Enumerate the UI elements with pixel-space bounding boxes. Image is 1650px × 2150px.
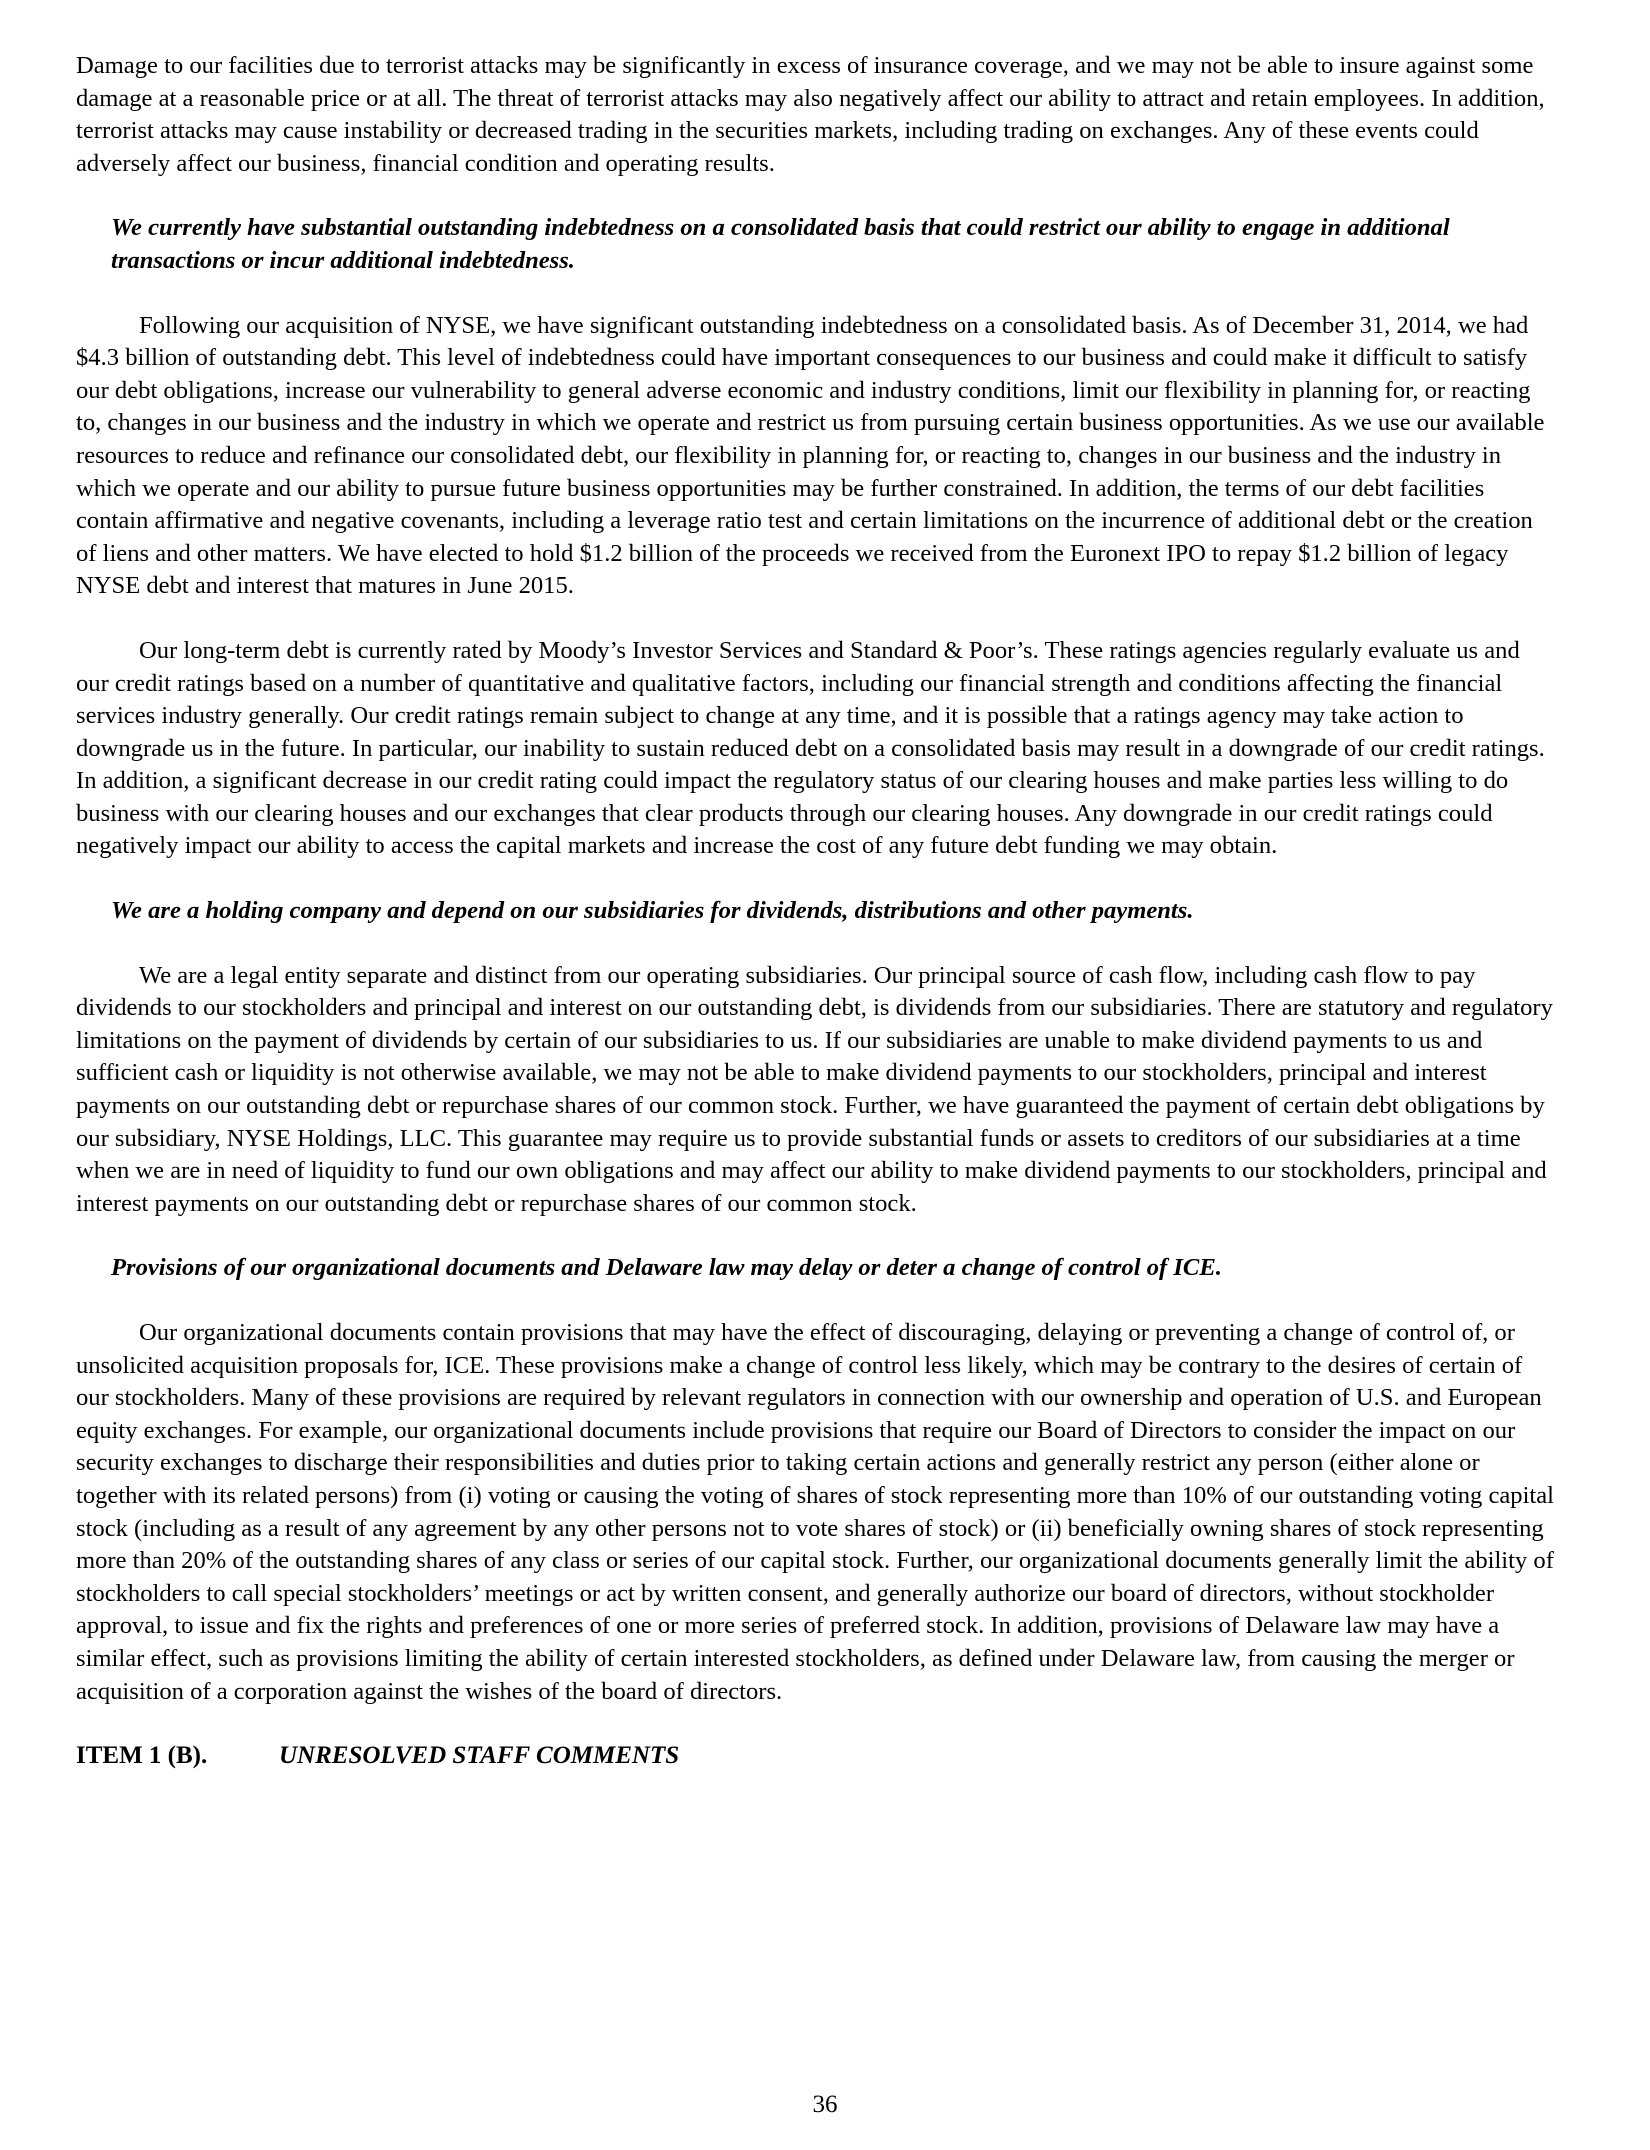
indebtedness-paragraph-1: Following our acquisition of NYSE, we have significant outstanding indebtedness on a consolidated basis. As of December 31, 2014, we had $4.3 billion of outstanding debt. This level of indebtedness could have important consequences to our business and could make it difficult to satisfy our debt obligations, increase our vulnerability to general adverse economic and industry conditions, limit our flexibility in planning for, or reacting to, changes in our business and the industry in which we operate and restrict us from pursuing certain business opportunities. As we use our available resources to reduce and refinance our consolidated debt, our flexibility in planning for, or reacting to, changes in our business and the industry in which we operate and our ability to pursue future business opportunities may be further constrained. In addition, the terms of our debt facilities contain affirmative and negative covenants, including a leverage ratio test and certain limitations on the incurrence of additional debt or the creation of liens and other matters. We have elected to hold $1.2 billion of the proceeds we received from the Euronext IPO to repay $1.2 billion of legacy NYSE debt and interest that matures in June 2015. [76,311,1545,600]
item-heading [76,1740,1556,1773]
section-heading-holding-company: We are a holding company and depend on our subsidiaries for dividends, distributions and other payments. [111,897,1194,925]
page-number: 36 [812,2091,838,2118]
section-heading-organizational-documents: Provisions of our organizational documents and Delaware law may delay or deter a change of control of ICE. [111,1254,1222,1282]
item-number: ITEM 1 (B). [76,1742,208,1770]
holding-company-paragraph: We are a legal entity separate and distinct from our operating subsidiaries. Our principal source of cash flow, including cash flow to pay dividends to our stockholders and principal and interest on our outstanding debt, is dividends from our subsidiaries. There are statutory and regulatory limitations on the payment of dividends by certain of our subsidiaries to us. If our subsidiaries are unable to make dividend payments to us and sufficient cash or liquidity is not otherwise available, we may not be able to make dividend payments to our stockholders, principal and interest payments on our outstanding debt or repurchase shares of our common stock. Further, we have guaranteed the payment of certain debt obligations by our subsidiary, NYSE Holdings, LLC. This guarantee may require us to provide substantial funds or assets to creditors of our subsidiaries at a time when we are in need of liquidity to fund our own obligations and may affect our ability to make dividend payments to our stockholders, principal and interest payments on our outstanding debt or repurchase shares of our common stock. [76,961,1553,1217]
document-page [76,50,1556,1773]
section-heading-indebtedness: We currently have substantial outstanding indebtedness on a consolidated basis that could restrict our ability to engage in additional transactions or incur additional indebtedness. [111,214,1450,274]
item-title: UNRESOLVED STAFF COMMENTS [279,1742,680,1770]
indebtedness-paragraph-2: Our long-term debt is currently rated by Moody’s Investor Services and Standard & Poor’s. These ratings agencies regularly evaluate us and our credit ratings based on a number of quantitative and qualitative factors, including our financial strength and conditions affecting the financial services industry generally. Our credit ratings remain subject to change at any time, and it is possible that a ratings agency may take action to downgrade us in the future. In particular, our inability to sustain reduced debt on a consolidated basis may result in a downgrade of our credit ratings. In addition, a significant decrease in our credit rating could impact the regulatory status of our clearing houses and make parties less willing to do business with our clearing houses and our exchanges that clear products through our clearing houses. Any downgrade in our credit ratings could negatively impact our ability to access the capital markets and increase the cost of any future debt funding we may obtain. [76,636,1545,860]
intro-paragraph: Damage to our facilities due to terrorist attacks may be significantly in excess of insurance coverage, and we may not be able to insure against some damage at a reasonable price or at all. The threat of terrorist attacks may also negatively affect our ability to attract and retain employees. In addition, terrorist attacks may cause instability or decreased trading in the securities markets, including trading on exchanges. Any of these events could adversely affect our business, financial condition and operating results. [76,52,1545,177]
organizational-documents-paragraph: Our organizational documents contain provisions that may have the effect of discouraging, delaying or preventing a change of control of, or unsolicited acquisition proposals for, ICE. These provisions make a change of control less likely, which may be contrary to the desires of certain of our stockholders. Many of these provisions are required by relevant regulators in connection with our ownership and operation of U.S. and European equity exchanges. For example, our organizational documents include provisions that require our Board of Directors to consider the impact on our security exchanges to discharge their responsibilities and duties prior to taking certain actions and generally restrict any person (either alone or together with its related persons) from (i) voting or causing the voting of shares of stock representing more than 10% of our outstanding voting capital stock (including as a result of any agreement by any other persons not to vote shares of stock) or (ii) beneficially owning shares of stock representing more than 20% of the outstanding shares of any class or series of our capital stock. Further, our organizational documents generally limit the ability of stockholders to call special stockholders’ meetings or act by written consent, and generally authorize our board of directors, without stockholder approval, to issue and fix the rights and preferences of one or more series of preferred stock. In addition, provisions of Delaware law may have a similar effect, such as provisions limiting the ability of certain interested stockholders, as defined under Delaware law, from causing the merger or acquisition of a corporation against the wishes of the board of directors. [76,1319,1555,1705]
